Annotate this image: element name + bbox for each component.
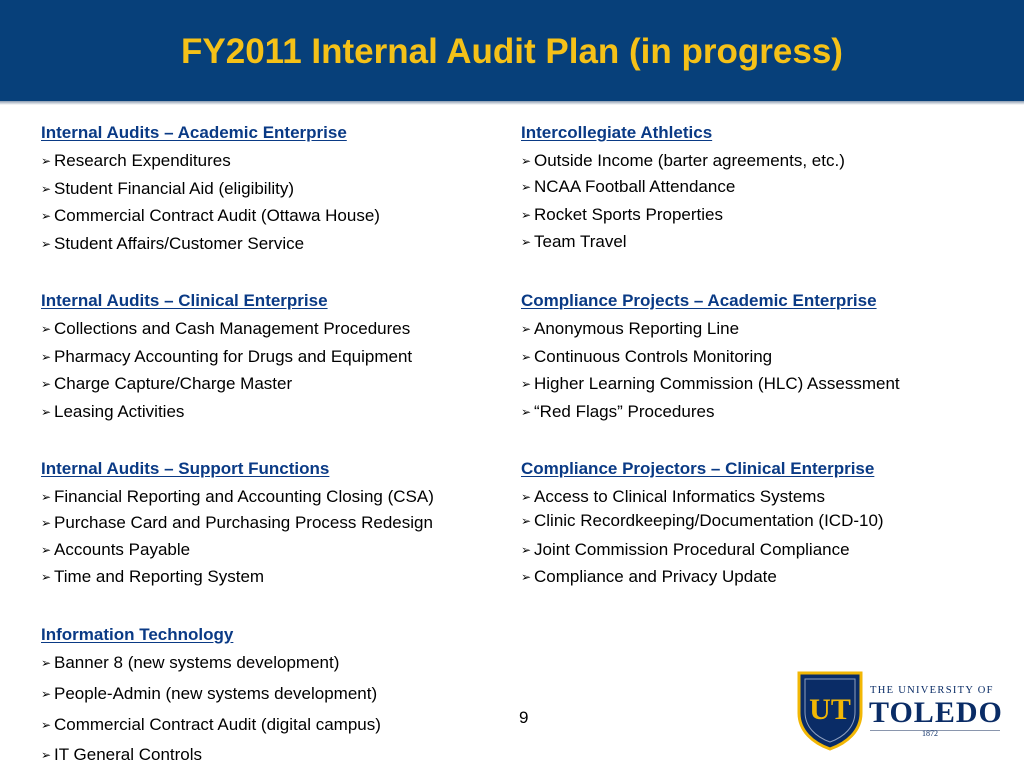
list-item: ➢ Compliance and Privacy Update: [521, 567, 777, 586]
university-shield-icon: [795, 669, 865, 751]
bullet-arrow-icon: ➢: [41, 377, 52, 391]
section-heading-athletics: Intercollegiate Athletics: [521, 123, 713, 142]
list-item: ➢ Team Travel: [521, 232, 627, 251]
list-item: ➢ Clinic Recordkeeping/Documentation (ICD-10): [521, 511, 884, 530]
bullet-arrow-icon: ➢: [41, 718, 52, 732]
bullet-arrow-icon: ➢: [521, 514, 532, 528]
section-heading-it: Information Technology: [41, 625, 234, 644]
bullet-arrow-icon: ➢: [521, 377, 532, 391]
list-item: ➢ Banner 8 (new systems development): [41, 653, 340, 672]
bullet-arrow-icon: ➢: [41, 154, 52, 168]
list-item: ➢ Purchase Card and Purchasing Process Redesign: [41, 513, 433, 532]
list-item: ➢ Commercial Contract Audit (digital campus): [41, 715, 381, 734]
list-item: ➢ Joint Commission Procedural Compliance: [521, 540, 850, 559]
section-heading-clinical-compliance: Compliance Projectors – Clinical Enterprise: [521, 459, 875, 478]
list-item: ➢ Accounts Payable: [41, 540, 191, 559]
list-item: ➢ Anonymous Reporting Line: [521, 319, 740, 338]
list-item: ➢ Continuous Controls Monitoring: [521, 347, 773, 366]
bullet-arrow-icon: ➢: [521, 350, 532, 364]
list-item: ➢ Access to Clinical Informatics Systems: [521, 487, 825, 506]
logo-monogram: UT: [809, 693, 851, 726]
section-heading-academic-compliance: Compliance Projects – Academic Enterprise: [521, 291, 877, 310]
slide-title: FY2011 Internal Audit Plan (in progress): [181, 32, 843, 71]
list-item: ➢ Financial Reporting and Accounting Closing (CSA): [41, 487, 434, 506]
logo-line1: THE UNIVERSITY OF: [870, 685, 994, 696]
section-heading-support-audits: Internal Audits – Support Functions: [41, 459, 330, 478]
bullet-arrow-icon: ➢: [41, 350, 52, 364]
page-number: 9: [519, 708, 529, 727]
list-item: ➢ Rocket Sports Properties: [521, 205, 723, 224]
bullet-arrow-icon: ➢: [521, 154, 532, 168]
bullet-arrow-icon: ➢: [521, 322, 532, 336]
title-bar-shadow: [0, 101, 1024, 105]
bullet-arrow-icon: ➢: [41, 516, 52, 530]
bullet-arrow-icon: ➢: [41, 182, 52, 196]
list-item: ➢ Student Affairs/Customer Service: [41, 234, 305, 253]
list-item: ➢ “Red Flags” Procedures: [521, 402, 715, 421]
list-item: ➢ Outside Income (barter agreements, etc.): [521, 151, 845, 170]
list-item: ➢ Charge Capture/Charge Master: [41, 374, 293, 393]
bullet-arrow-icon: ➢: [41, 209, 52, 223]
list-item: ➢ Collections and Cash Management Procedures: [41, 319, 411, 338]
bullet-arrow-icon: ➢: [521, 208, 532, 222]
bullet-arrow-icon: ➢: [521, 405, 532, 419]
bullet-arrow-icon: ➢: [41, 237, 52, 251]
logo-line2: TOLEDO: [869, 696, 1003, 729]
bullet-arrow-icon: ➢: [521, 570, 532, 584]
bullet-arrow-icon: ➢: [521, 235, 532, 249]
list-item: ➢ NCAA Football Attendance: [521, 177, 736, 196]
bullet-arrow-icon: ➢: [521, 543, 532, 557]
list-item: ➢ People-Admin (new systems development): [41, 684, 378, 703]
list-item: ➢ IT General Controls: [41, 745, 203, 764]
bullet-arrow-icon: ➢: [41, 656, 52, 670]
list-item: ➢ Higher Learning Commission (HLC) Assessment: [521, 374, 900, 393]
bullet-arrow-icon: ➢: [521, 180, 532, 194]
list-item: ➢ Research Expenditures: [41, 151, 231, 170]
bullet-arrow-icon: ➢: [41, 543, 52, 557]
bullet-arrow-icon: ➢: [41, 687, 52, 701]
bullet-arrow-icon: ➢: [521, 490, 532, 504]
bullet-arrow-icon: ➢: [41, 405, 52, 419]
list-item: ➢ Pharmacy Accounting for Drugs and Equipment: [41, 347, 413, 366]
bullet-arrow-icon: ➢: [41, 570, 52, 584]
list-item: ➢ Leasing Activities: [41, 402, 185, 421]
section-heading-clinical-audits: Internal Audits – Clinical Enterprise: [41, 291, 328, 310]
section-heading-academic-audits: Internal Audits – Academic Enterprise: [41, 123, 347, 142]
bullet-arrow-icon: ➢: [41, 322, 52, 336]
list-item: ➢ Commercial Contract Audit (Ottawa House): [41, 206, 380, 225]
list-item: ➢ Student Financial Aid (eligibility): [41, 179, 295, 198]
bullet-arrow-icon: ➢: [41, 490, 52, 504]
logo-year: 1872: [922, 729, 938, 738]
list-item: ➢ Time and Reporting System: [41, 567, 265, 586]
bullet-arrow-icon: ➢: [41, 748, 52, 762]
